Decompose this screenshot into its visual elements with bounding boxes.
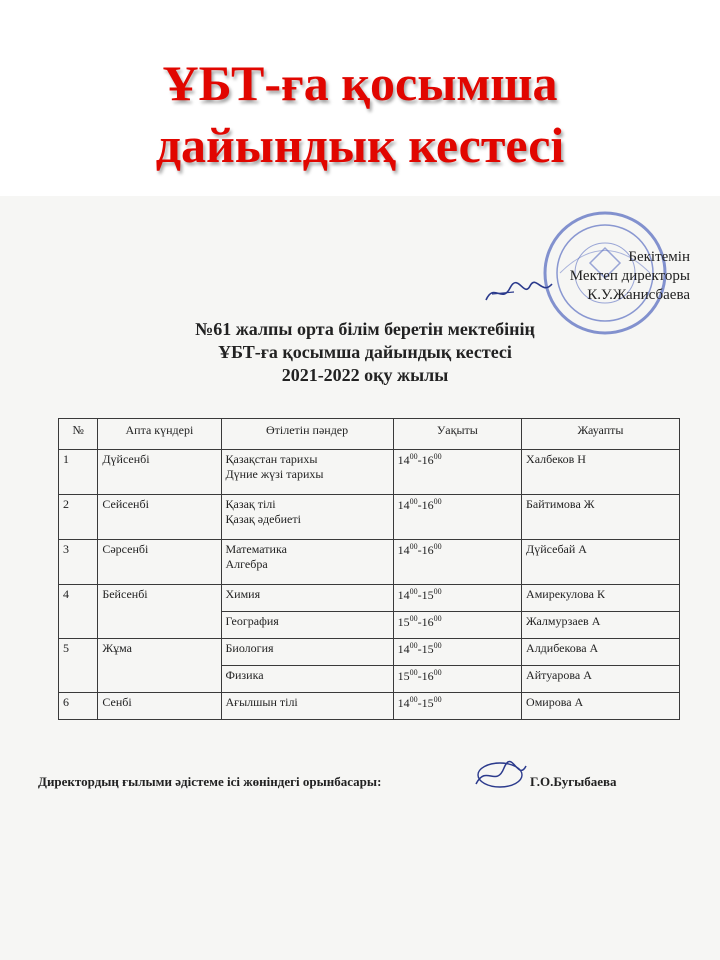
cell-day: Жұма [98,639,221,693]
cell-time: $14^{00}-15^{00}$ [393,693,521,720]
cell-subject [221,495,393,540]
document-title-line-1: №61 жалпы орта білім беретін мектебінің [195,319,535,339]
subject-line: Қазақстан тарихы [225,452,318,466]
header-no: № [59,419,98,450]
footer-position: Директордың ғылыми әдістеме ісі жөніндегі орынбасары: [38,774,382,789]
cell-time: $15^{00}-16^{00}$ [393,612,521,639]
cell-subject [221,540,393,585]
header-responsible: Жауапты [522,419,680,450]
cell-time: $14^{00}-15^{00}$ [393,639,521,666]
headline-line-2: дайындық кестесі [155,117,565,173]
footer-signatory [38,774,638,790]
table-row [59,450,680,495]
director-signature [484,278,554,306]
cell-subject: География [221,612,393,639]
cell-responsible: Омирова А [522,693,680,720]
subject-line: Алгебра [225,557,268,571]
cell-time: $14^{00}-16^{00}$ [393,450,521,495]
document-title-line-3: 2021-2022 оқу жылы [281,365,449,385]
cell-time: $15^{00}-16^{00}$ [393,666,521,693]
document-title [60,318,670,387]
cell-no: 6 [59,693,98,720]
cell-responsible: Дүйсебай А [522,540,680,585]
header-day: Апта күндері [98,419,221,450]
headline-line-1: ҰБТ-ға қосымша [162,55,558,111]
cell-day: Дүйсенбі [98,450,221,495]
cell-subject: Химия [221,585,393,612]
cell-no: 3 [59,540,98,585]
cell-subject: Ағылшын тілі [221,693,393,720]
approval-line-3: К.У.Жанисбаева [587,287,690,303]
cell-day: Бейсенбі [98,585,221,639]
subject-line: Математика [225,542,287,556]
schedule-table [58,418,680,720]
cell-time: $14^{00}-16^{00}$ [393,540,521,585]
headline [0,52,720,176]
cell-day: Сенбі [98,693,221,720]
header-time: Уақыты [393,419,521,450]
cell-no: 2 [59,495,98,540]
table-row [59,540,680,585]
cell-subject [221,450,393,495]
subject-line: Қазақ әдебиеті [225,512,301,526]
header-subject: Өтілетін пәндер [221,419,393,450]
cell-day: Сәрсенбі [98,540,221,585]
subject-line: Дүние жүзі тарихы [225,467,324,481]
cell-no: 4 [59,585,98,639]
cell-subject: Физика [221,666,393,693]
deputy-signature [470,758,530,792]
cell-subject: Биология [221,639,393,666]
approval-line-1: Бекітемін [628,249,690,265]
approval-line-2: Мектеп директоры [569,268,690,284]
subject-line: Қазақ тілі [225,497,276,511]
table-row [59,585,680,612]
cell-responsible: Алдибекова А [522,639,680,666]
cell-responsible: Байтимова Ж [522,495,680,540]
cell-responsible: Жалмурзаев А [522,612,680,639]
cell-responsible: Халбеков Н [522,450,680,495]
cell-responsible: Амирекулова К [522,585,680,612]
table-row [59,693,680,720]
cell-time: $14^{00}-15^{00}$ [393,585,521,612]
cell-responsible: Айтуарова А [522,666,680,693]
cell-time: $14^{00}-16^{00}$ [393,495,521,540]
cell-day: Сейсенбі [98,495,221,540]
cell-no: 5 [59,639,98,693]
table-header-row [59,419,680,450]
footer-name: Г.О.Бугыбаева [530,774,617,789]
cell-no: 1 [59,450,98,495]
table-row [59,639,680,666]
document-title-line-2: ҰБТ-ға қосымша дайындық кестесі [218,342,512,362]
table-row [59,495,680,540]
